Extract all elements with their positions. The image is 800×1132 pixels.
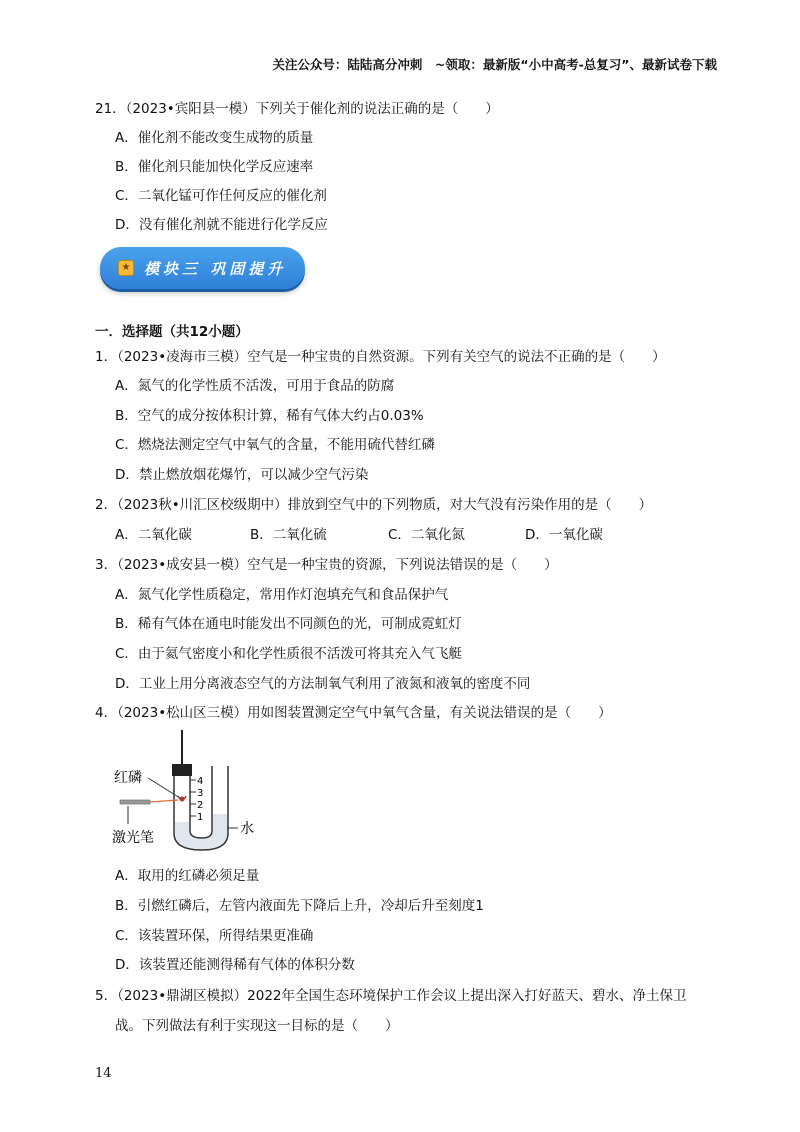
question-21-option-b: B．催化剂只能加快化学反应速率 — [115, 159, 314, 175]
phosphorus-label: 红磷 — [114, 770, 142, 786]
question-3-option-d: D．工业上用分离液态空气的方法制氧气利用了液氮和液氧的密度不同 — [115, 676, 531, 692]
scale-label-3: 3 — [197, 788, 204, 799]
question-4-option-c: C．该装置环保，所得结果更准确 — [115, 928, 314, 944]
question-4-option-a: A．取用的红磷必须足量 — [115, 868, 260, 884]
question-2-option-d: D．一氧化碳 — [525, 527, 603, 543]
question-1-option-b: B．空气的成分按体积计算，稀有气体大约占0.03% — [115, 408, 424, 424]
scale-label-4: 4 — [197, 776, 204, 787]
laser-pen — [120, 800, 150, 804]
question-4-option-d: D．该装置还能测得稀有气体的体积分数 — [115, 957, 355, 973]
question-1-option-d: D．禁止燃放烟花爆竹，可以减少空气污染 — [115, 467, 369, 483]
question-21-option-d: D．没有催化剂就不能进行化学反应 — [115, 217, 328, 233]
page-header: 关注公众号：陆陆高分冲刺 ~领取：最新版“小中高考-总复习”、最新试卷下载 — [272, 57, 717, 72]
question-5-stem-line1: 5．（2023•鼎湖区模拟）2022年全国生态环境保护工作会议上提出深入打好蓝天、碧水、净土保卫 — [95, 988, 687, 1004]
module-banner-title: 模块三 巩固提升 — [144, 259, 287, 278]
question-4-stem: 4．（2023•松山区三模）用如图装置测定空气中氧气含量，有关说法错误的是（ ） — [95, 705, 612, 721]
question-3-option-b: B．稀有气体在通电时能发出不同颜色的光，可制成霓虹灯 — [115, 616, 462, 632]
question-5-stem-line2: 战。下列做法有利于实现这一目标的是（ ） — [115, 1018, 399, 1034]
question-2-option-b: B．二氧化硫 — [250, 527, 327, 543]
page-number: 14 — [95, 1066, 112, 1081]
question-4-option-b: B．引燃红磷后，左管内液面先下降后上升，冷却后升至刻度1 — [115, 898, 484, 914]
question-1-option-c: C．燃烧法测定空气中氧气的含量，不能用硫代替红磷 — [115, 437, 435, 453]
water-label: 水 — [240, 821, 254, 837]
question-2-option-a: A．二氧化碳 — [115, 527, 192, 543]
question-1-option-a: A．氮气的化学性质不活泼，可用于食品的防腐 — [115, 378, 395, 394]
question-21-option-c: C．二氧化锰可作任何反应的催化剂 — [115, 188, 327, 204]
red-phosphorus — [180, 797, 185, 802]
section-title: 一．选择题（共12小题） — [95, 324, 249, 340]
question-3-option-c: C．由于氦气密度小和化学性质很不活泼可将其充入气飞艇 — [115, 646, 462, 662]
scale-label-2: 2 — [197, 800, 204, 811]
question-3-stem: 3．（2023•成安县一模）空气是一种宝贵的资源，下列说法错误的是（ ） — [95, 557, 558, 573]
question-21-stem: 21．（2023•宾阳县一模）下列关于催化剂的说法正确的是（ ） — [95, 101, 499, 117]
apparatus-figure — [110, 728, 270, 853]
question-2-stem: 2．（2023秋•川汇区校级期中）排放到空气中的下列物质，对大气没有污染作用的是（ ） — [95, 497, 653, 513]
medal-icon: ★ — [118, 260, 134, 276]
question-2-option-c: C．二氧化氮 — [388, 527, 465, 543]
question-21-option-a: A．催化剂不能改变生成物的质量 — [115, 130, 314, 146]
module-banner — [100, 247, 305, 289]
laser-label: 激光笔 — [112, 830, 154, 846]
question-3-option-a: A．氮气化学性质稳定，常用作灯泡填充气和食品保护气 — [115, 587, 449, 603]
rubber-stopper — [172, 764, 192, 776]
question-1-stem: 1．（2023•凌海市三模）空气是一种宝贵的自然资源。下列有关空气的说法不正确的是（ ） — [95, 349, 666, 365]
scale-label-1: 1 — [197, 812, 204, 823]
